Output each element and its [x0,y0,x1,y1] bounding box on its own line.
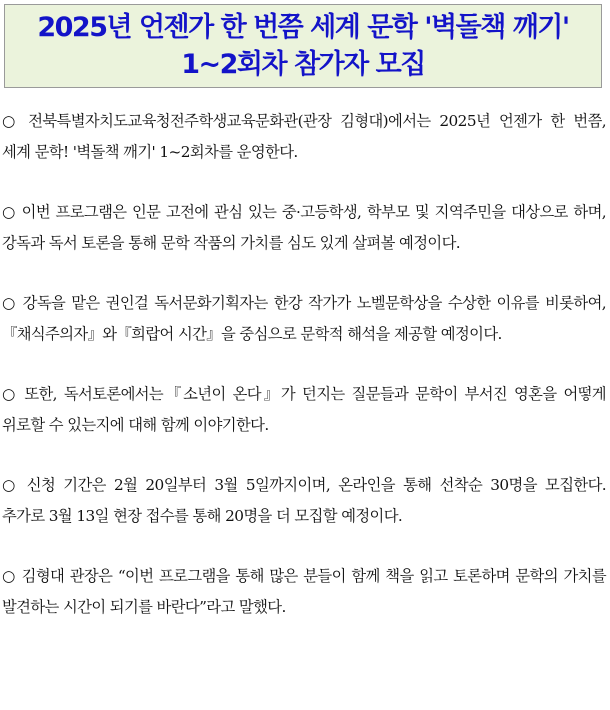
paragraph [2,561,606,623]
title-line-2: 1~2회차 참가자 모집 [181,49,425,80]
paragraph [2,106,606,168]
paragraph [2,379,606,441]
bullet-circle-icon: ○ [2,476,19,494]
title-line-1: 2025년 언젠가 한 번쯤 세계 문학 '벽돌책 깨기' [37,12,569,43]
bullet-circle-icon: ○ [2,203,17,221]
paragraph-text: 또한, 독서토론에서는『소년이 온다』가 던지는 질문들과 문학이 부서진 영혼을 어떻게 위로할 수 있는지에 대해 함께 이야기한다. [2,385,606,434]
paragraph-text: 이번 프로그램은 인문 고전에 관심 있는 중·고등학생, 학부모 및 지역주민을 대상으로 하며, 강독과 독서 토론을 통해 문학 작품의 가치를 심도 있게 살펴볼 예정이다. [2,203,607,252]
paragraph-text: 신청 기간은 2월 20일부터 3월 5일까지이며, 온라인을 통해 선착순 30명을 모집한다. 추가로 3월 13일 현장 접수를 통해 20명을 더 모집할 예정이다. [2,476,607,525]
bullet-circle-icon: ○ [2,567,17,585]
paragraph-text: 전북특별자치도교육청전주학생교육문화관(관장 김형대)에서는 2025년 언젠가 한 번쯤, 세계 문학! '벽돌책 깨기' 1~2회차를 운영한다. [2,112,607,161]
paragraph-text: 강독을 맡은 권인걸 독서문화기획자는 한강 작가가 노벨문학상을 수상한 이유를 비롯하여,『채식주의자』와『희랍어 시간』을 중심으로 문학적 해석을 제공할 예정이다. [2,294,607,343]
bullet-circle-icon: ○ [2,385,18,403]
paragraph [2,470,606,532]
paragraph-text: 김형대 관장은 “이번 프로그램을 통해 많은 분들이 함께 책을 읽고 토론하며 문학의 가치를 발견하는 시간이 되기를 바란다”라고 말했다. [2,567,607,616]
bullet-circle-icon: ○ [2,294,17,312]
article-body [2,106,606,652]
paragraph [2,197,606,259]
title-box [4,4,602,88]
paragraph [2,288,606,350]
bullet-circle-icon: ○ [2,112,20,130]
